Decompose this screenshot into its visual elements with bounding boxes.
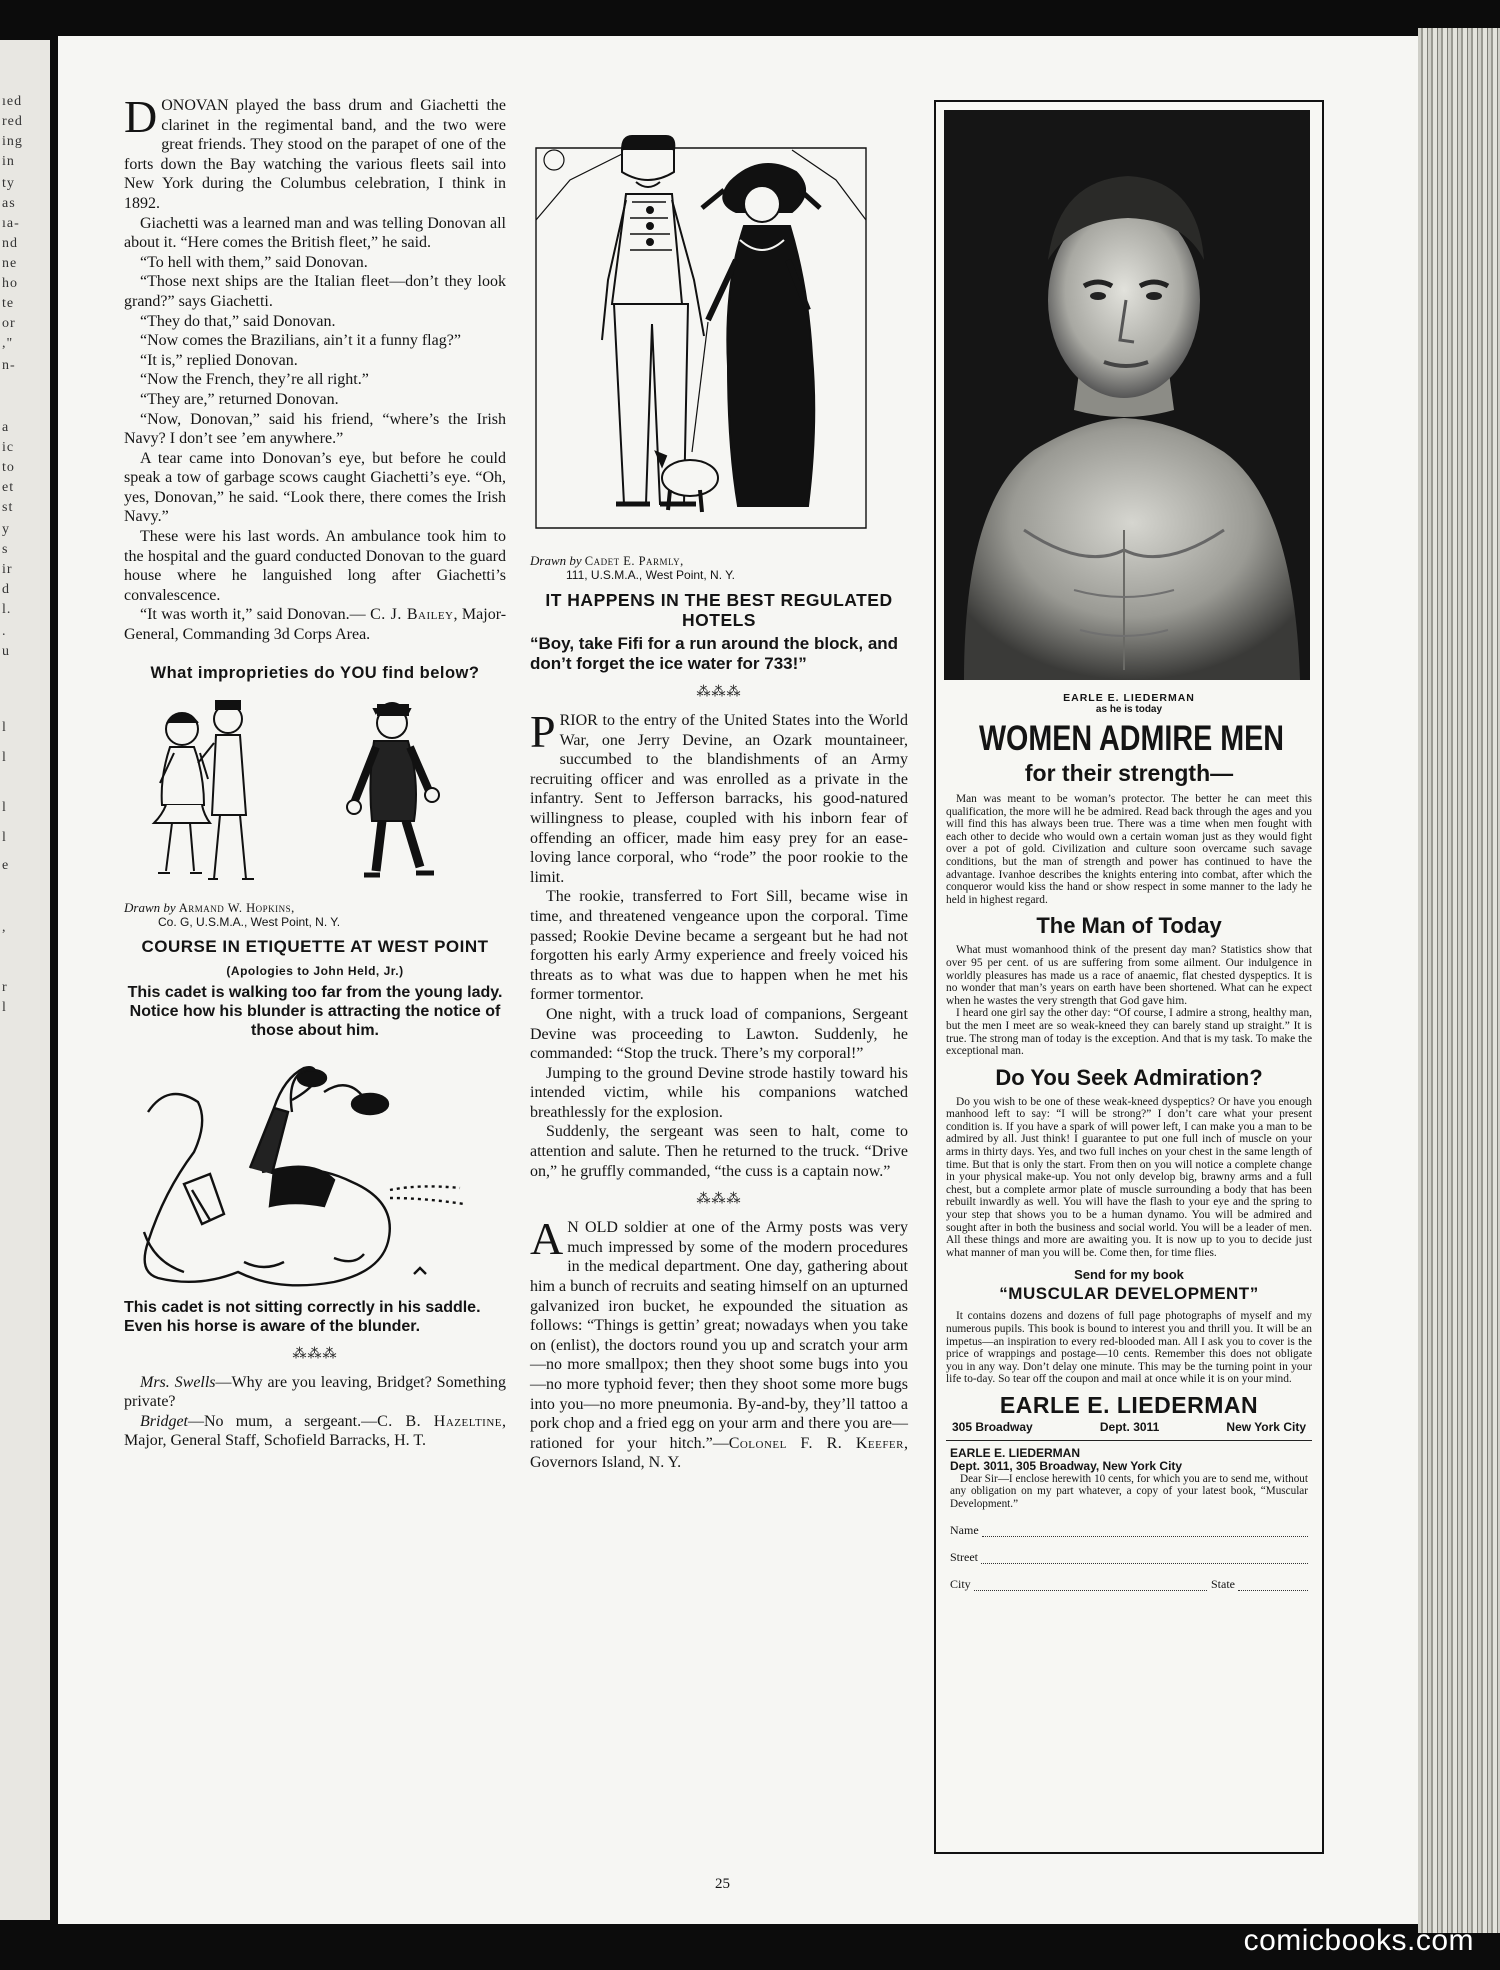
caption-cadet-horse: This cadet is not sitting correctly in his saddle. Even his horse is aware of the blunder. bbox=[124, 1298, 481, 1335]
photo-caption-name: EARLE E. LIEDERMAN bbox=[1063, 692, 1195, 704]
coupon-city-state-field[interactable]: City State bbox=[950, 1578, 1308, 1591]
ad-book-title: “MUSCULAR DEVELOPMENT” bbox=[999, 1284, 1259, 1304]
ad-copy bbox=[946, 692, 1312, 1591]
coupon-text: Dear Sir—I enclose herewith 10 cents, for which you are to send me, without any obligation on my part whatever, a copy of your latest book, “Muscular Development.” bbox=[950, 1472, 1308, 1510]
author-signature: Colonel F. R. Keefer bbox=[728, 1434, 904, 1452]
illustration-credit-hopkins: Drawn by Armand W. Hopkins, bbox=[124, 899, 295, 915]
ad-headline: WOMEN ADMIRE MEN bbox=[978, 719, 1284, 758]
story-devine: PRIOR to the entry of the United States into the World War, one Jerry Devine, an Ozark mountaineer, succumbed to the blandishments of an Army recruiting officer and was enrolled as a private in the infantry. Sent to Jefferson barracks, his good-natured willingness to please, coupled with his inborn fear of offending an officer, made him easy prey for an ease-loving lance corporal, who “rode” the poor rookie to the limit. The rookie, transferred to Fort Sill, became wise in time, and threatened vengeance upon the corporal. Time passed; Rookie Devine became a sergeant but he had not forgotten his early Army experience and freely voiced his threats as to what was due to happen when he met his former tormentor. One night, with a truck load of companions, Sergeant Devine was proceeding to Lawton. Suddenly, he commanded: “Stop the truck. There’s my corporal!” Jumping to the ground Devine strode hastily toward his intended victim, while his companions watched breathlessly for the explosion. Suddenly, the sergeant was seen to halt, come to attention and salute. Then he returned to the truck. “Drive on,” he gruffly commanded, “the cuss is a captain now.” bbox=[530, 706, 908, 1180]
column-left bbox=[124, 91, 507, 1451]
quiz-heading: What improprieties do YOU find below? bbox=[150, 663, 480, 682]
column-middle bbox=[530, 130, 908, 1473]
story-old-soldier: A N OLD soldier at one of the Army posts was very much impressed by some of the modern procedures in the medical department. One day, gathering about him a bunch of recruits and seating himself on an upturned galvanized iron bucket, he expounded the situation as follows: “Things is gettin’ great; nowadays when you take on (enlist), the doctors round you up and scratch your arm—no more smallpox; then they shoot some bugs into you—no more typhoid fever; then they shoot some more bugs into you—no more pneumonia. By-and-by, they’ll tattoo a pork chop and a fried egg on your arm and there you are—rationed for your hitch.”—Colonel F. R. Keefer, Governors Island, N. Y. bbox=[530, 1213, 908, 1472]
ad-paragraph-3: I heard one girl say the other day: “Of course, I admire a strong, healthy man, but the men I meet are so weak-kneed they can barely stand up straight.” It is true. The strong man of today is the exception. And that is my task. To make the exceptional man. bbox=[946, 1007, 1312, 1058]
ad-paragraph-5: It contains dozens and dozens of full page photographs of myself and my numerous pupils. This book is bound to interest you and thrill you. It will be an impetus—an inspiration to every red-blooded man. All I ask you to cover is the price of wrappings and postage—10 cents. Remember this does not obligate you in any way. Don’t delay one minute. This may be the turning point in your life to-day. So tear off the coupon and mail at once while it is on your mind. bbox=[946, 1310, 1312, 1386]
cartoon-title-etiquette: COURSE IN ETIQUETTE AT WEST POINT bbox=[141, 936, 489, 956]
ad-paragraph-1: Man was meant to be woman’s protector. The better he can meet this qualification, the more will he be admired. Read back through the ages and you will find this has always been true. There was a time when men fought with each other to decide who would own a certain woman just as they would fight over a pot of gold. Civilization and culture soon overcame such savage conditions, but the man of strength and power has continued to have the advantage. Ivanhoe describes the knights entering into combat, after which the conqueror would kiss the hand or show respect in some manner to the lady he held in highest regard. bbox=[946, 793, 1312, 906]
ad-brand-name: EARLE E. LIEDERMAN bbox=[999, 1391, 1259, 1418]
story-donovan: DONOVAN played the bass drum and Giachetti the clarinet in the regimental band, and the two were great friends. They stood on the parapet of one of the forts down the Bay watching the various fleets sail into New York during the Columbus celebration, I think in 1892. Giachetti was a learned man and was telling Donovan all about it. “Here comes the British fleet,” he said. “To hell with them,” said Donovan. “Those next ships are the Italian fleet—don’t they look grand?” says Giachetti. “They do that,” said Donovan. “Now comes the Brazilians, ain’t it a funny flag?” “It is,” replied Donovan. “Now the French, they’re all right.” “They are,” returned Donovan. “Now, Donovan,” said his friend, “where’s the Irish Navy? I don’t see ’em anywhere.” A tear came into Donovan’s eye, but before he could speak a tow of garbage scows caught Giachetti’s eye. “Oh, yes, Donovan,” he said. “Look there, there comes the Irish Navy.” These were his last words. An ambulance took him to the hospital and the guard conducted Donovan to the guard house where he languished long after Giachetti’s convalescence. “It was worth it,” said Donovan.— C. J. Bailey, Major-General, Commanding 3d Corps Area. bbox=[124, 91, 507, 644]
drop-cap: D bbox=[124, 91, 158, 142]
caption-hotels: “Boy, take Fifi for a run around the block, and don’t forget the ice water for 733!” bbox=[530, 634, 899, 673]
illustration-credit-unit: Co. G, U.S.M.A., West Point, N. Y. bbox=[158, 914, 341, 929]
ad-send-for-book: Send for my book bbox=[1074, 1267, 1184, 1283]
mail-coupon[interactable] bbox=[950, 1447, 1308, 1591]
story-donovan-ending: “It was worth it,” said Donovan.— C. J. Bailey, Major-General, Commanding 3d Corps Area. bbox=[124, 606, 507, 644]
coupon-street-field[interactable]: Street bbox=[950, 1551, 1308, 1564]
coupon-name-field[interactable]: Name bbox=[950, 1524, 1308, 1537]
previous-page-edge: ıed red ing in ty as ıa- nd ne ho te or ," n- a ic to et st y s ir d l. . u l l l l e , r l bbox=[0, 40, 50, 1920]
coupon-address: Dept. 3011, 305 Broadway, New York City bbox=[950, 1458, 1183, 1473]
advertisement-liederman bbox=[934, 100, 1324, 1854]
cartoon-hotel-bellboy bbox=[530, 130, 908, 550]
section-ornament: ⁂⁂⁂ bbox=[292, 1346, 338, 1362]
ad-address: 305 Broadway Dept. 3011 New York City bbox=[946, 1418, 1312, 1441]
ad-paragraph-4: Do you wish to be one of these weak-kneed dyspeptics? Or have you enough manhood left to say: “I will be strong?” I don’t care what your present condition is. If you have a spark of will power left, I can make you a man to be admired by all. Just think! I guarantee to put one full inch of muscle on your arms in thirty days. Yes, and two full inches on your chest in the same length of time. But that is only the start. From then on you will notice a complete change in your physical make-up. You not only develop big, brawny arms and a full chest, but a complete armor plate of muscle surrounding a body that has been rebuilt inwardly as well. You will have the flash to your eye and the spring to your step that shows you to be a human dynamo. You will be admired and sought after in both the business and social world. You will be a leader of men. All these things and more are awaiting you. It is now up to you to decide just what manner of man you will be. Come then, for time flies. bbox=[946, 1095, 1312, 1259]
section-ornament: ⁂⁂⁂ bbox=[696, 1192, 742, 1208]
illustration-credit-unit: 111, U.S.M.A., West Point, N. Y. bbox=[566, 568, 735, 582]
caption-cadet-walking: This cadet is walking too far from the young lady. Notice how his blunder is attracting the notice of those about him. bbox=[127, 983, 503, 1039]
drop-cap: A bbox=[530, 1213, 564, 1265]
cartoon-cadet-walking bbox=[124, 683, 506, 893]
page-number: 25 bbox=[715, 1876, 730, 1892]
ad-subhead-man-of-today: The Man of Today bbox=[1036, 913, 1222, 939]
page-stack-edge bbox=[1418, 28, 1500, 1933]
joke-mrs-swells: Mrs. Swells—Why are you leaving, Bridget? Something private? bbox=[124, 1373, 507, 1411]
ad-photo-strongman bbox=[944, 110, 1310, 680]
drop-cap: P bbox=[530, 706, 556, 757]
watermark: comicbooks.com bbox=[1243, 1924, 1474, 1957]
author-signature: C. J. Bailey bbox=[370, 606, 454, 624]
photo-caption-sub: as he is today bbox=[1095, 704, 1163, 715]
illustration-credit-parmly: Drawn by Cadet E. Parmly, bbox=[530, 553, 684, 568]
joke-bridget: Bridget—No mum, a sergeant.—C. B. Hazeltine, Major, General Staff, Schofield Barracks, H. T. bbox=[124, 1412, 507, 1450]
ad-subhead-admiration: Do You Seek Admiration? bbox=[995, 1064, 1263, 1090]
ad-headline-sub: for their strength— bbox=[1024, 760, 1234, 786]
ad-paragraph-2: What must womanhood think of the present day man? Statistics show that over 95 per cent. of us are suffering from some ailment. Our indulgence in worldly pleasures has made us a race of anaemic, flat chested dyspeptics. It is no wonder that man’s years on earth have been shortened. What can he expect when he wastes the very strength that God gave him. bbox=[946, 944, 1312, 1007]
cartoon-cadet-horse bbox=[124, 1052, 506, 1292]
strongman-photo-illustration bbox=[944, 110, 1310, 680]
cartoon-title-hotels: IT HAPPENS IN THE BEST REGULATED HOTELS bbox=[545, 590, 893, 630]
section-ornament: ⁂⁂⁂ bbox=[696, 685, 742, 700]
cartoon-subtitle: (Apologies to John Held, Jr.) bbox=[226, 963, 404, 978]
coupon-recipient: EARLE E. LIEDERMAN bbox=[950, 1445, 1081, 1460]
